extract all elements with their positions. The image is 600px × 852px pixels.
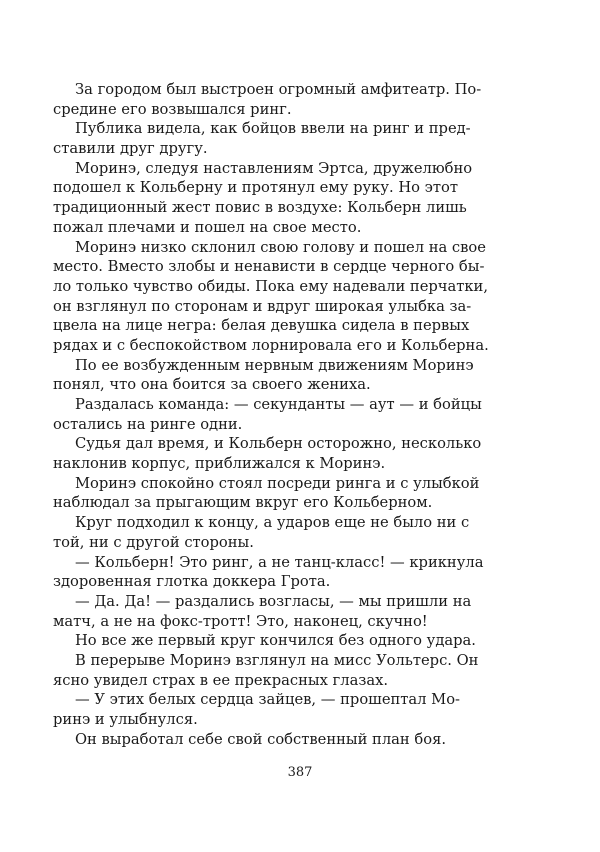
paragraph xyxy=(53,690,461,729)
paragraph xyxy=(53,356,474,395)
text-line: Но все же первый круг кончился без одного удара. xyxy=(75,632,476,650)
text-line: пожал плечами и пошел на свое место. xyxy=(53,218,362,236)
text-line: — Кольберн! Это ринг, а не танц-класс! — крикнула xyxy=(75,553,484,571)
text-line: подошел к Кольберну и протянул ему руку. Но этот xyxy=(53,179,458,197)
text-line: ринэ и улыбнулся. xyxy=(53,711,198,728)
text-line: место. Вместо злобы и ненависти в сердце черного бы- xyxy=(53,258,485,276)
text-line: Публика видела, как бойцов ввели на ринг и пред- xyxy=(75,120,471,138)
text-line: Раздалась команда: — секунданты — аут — и бойцы xyxy=(75,396,482,413)
text-line: Судья дал время, и Кольберн осторожно, несколько xyxy=(75,435,482,453)
text-line: ло только чувство обиды. Пока ему надевали перчатки, xyxy=(53,277,489,295)
paragraph xyxy=(53,631,476,651)
paragraph xyxy=(53,553,484,592)
text-line: За городом был выстроен огромный амфитеатр. По- xyxy=(75,81,482,98)
paragraph xyxy=(53,238,489,356)
text-line: понял, что она боится за своего жениха. xyxy=(53,376,371,394)
text-line: он взглянул по сторонам и вдруг широкая улыбка за- xyxy=(53,297,472,315)
text-line: средине его возвышался ринг. xyxy=(53,100,292,118)
paragraph xyxy=(53,119,471,158)
paragraph xyxy=(53,730,458,750)
text-line: наблюдал за прыгающим вкруг его Кольберном. xyxy=(53,494,433,512)
paragraph xyxy=(53,159,473,238)
page-number: 387 xyxy=(287,765,313,780)
text-line: Моринэ спокойно стоял посреди ринга и с улыбкой xyxy=(75,474,480,492)
text-line: наклонив корпус, приближался к Моринэ. xyxy=(53,455,386,473)
text-line: Моринэ, следуя наставлениям Эртса, дружелюбно xyxy=(75,159,473,177)
text-line: Моринэ низко склонил свою голову и пошел на свое xyxy=(75,238,486,256)
paragraph xyxy=(53,513,470,552)
paragraph xyxy=(53,80,482,119)
text-line: матч, а не на фокс-тротт! Это, наконец, скучно! xyxy=(53,612,428,630)
text-line: Он выработал себе свой собственный план боя. xyxy=(75,730,447,748)
text-line: рядах и с беспокойством лорнировала его и Кольберна. xyxy=(53,336,489,354)
text-line: По ее возбужденным нервным движениям Моринэ xyxy=(75,356,474,374)
text-line: В перерыве Моринэ взглянул на мисс Уольтерс. Он xyxy=(75,651,479,669)
text-line: — У этих белых сердца зайцев, — прошептал Мо- xyxy=(75,691,461,709)
text-line: ставили друг другу. xyxy=(53,140,208,158)
paragraph xyxy=(53,592,472,631)
paragraph xyxy=(53,474,480,513)
text-line: остались на ринге одни. xyxy=(53,415,243,433)
text-line: Круг подходил к концу, а ударов еще не было ни с xyxy=(75,514,470,532)
body-text xyxy=(53,80,489,749)
text-line: здоровенная глотка доккера Грота. xyxy=(53,573,331,591)
paragraph xyxy=(53,651,479,690)
text-line: ясно увидел страх в ее прекрасных глазах. xyxy=(53,671,389,689)
text-line: — Да. Да! — раздались возгласы, — мы пришли на xyxy=(75,592,472,610)
text-line: той, ни с другой стороны. xyxy=(53,533,254,551)
paragraph xyxy=(53,395,482,434)
text-line: традиционный жест повис в воздухе: Кольберн лишь xyxy=(53,199,467,217)
text-line: цвела на лице негра: белая девушка сидела в первых xyxy=(53,317,470,335)
paragraph xyxy=(53,434,482,473)
